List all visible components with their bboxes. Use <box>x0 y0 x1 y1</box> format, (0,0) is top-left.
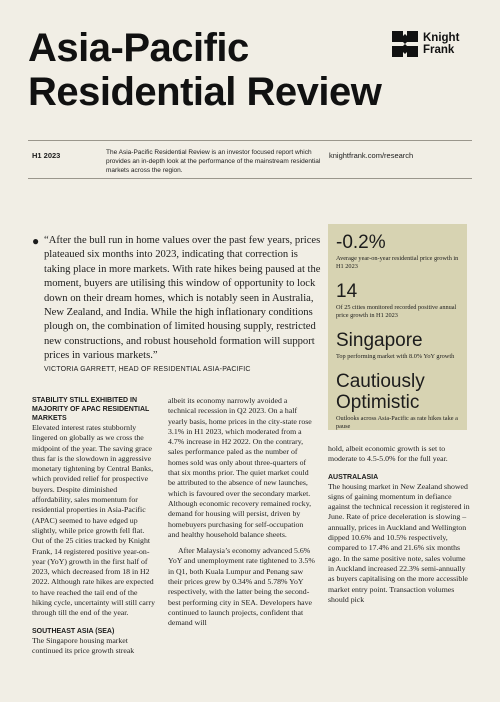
body-paragraph: hold, albeit economic growth is set to moderate to 4.5-5.0% for the full year. <box>328 444 448 464</box>
title-line-1: Asia-Pacific <box>28 26 249 70</box>
divider-bottom <box>28 178 472 179</box>
pull-quote-text: “After the bull run in home values over the past few years, prices plateaued six months into 2023, indicating that correction is taking place in more markets. With rate hikes being paused at the moment, buyers are utilising this window of opportunity to lock down on their dream homes, which is notably seen in Australia, New Zealand, and India. While the high inflationary conditions plough on, the combination of limited housing supply, restricted new constructions, and robust household formation will support prices in various markets.” <box>44 235 321 362</box>
stat-description: Outlooks across Asia-Pacific as rate hikes take a pause <box>336 415 458 430</box>
logo-wordmark: Knight Frank <box>423 32 460 56</box>
stat-value: Cautiously Optimistic <box>336 371 425 413</box>
column-3 <box>328 444 470 605</box>
stat-value: Singapore <box>336 330 423 351</box>
divider-top <box>28 140 472 141</box>
section-heading: AUSTRALASIA <box>328 473 379 481</box>
quote-attribution: VICTORIA GARRETT, HEAD OF RESIDENTIAL ASIA-PACIFIC <box>44 366 251 373</box>
title-line-2: Residential Review <box>28 70 382 114</box>
stat-value: -0.2% <box>336 232 386 253</box>
stat-description: Average year-on-year residential price growth in H1 2023 <box>336 255 459 270</box>
section-heading: STABILITY STILL EXHIBITED IN MAJORITY OF APAC RESIDENTIAL MARKETS <box>32 397 150 422</box>
column-1 <box>32 396 156 656</box>
pull-quote <box>32 234 322 364</box>
stat-description: Top performing market with 8.0% YoY growth <box>336 353 455 360</box>
knight-frank-logo-icon <box>392 31 418 57</box>
report-period: H1 2023 <box>32 151 61 160</box>
body-paragraph: Elevated interest rates stubbornly lingered on globally as we cross the midpoint of the year. The saving grace thus far is the slowdown in aggressive monetary tightening by Central Banks, which provided relief for prospective buyers. Despite diminished affordability, sales momentum for residential properties in Asia-Pacific (APAC) seemed to have edged up slightly, while price growth fell flat. Out of the 25 cities tracked by Knight Frank, 14 registered positive year-on-year (YoY) growth in the first half of 2023, which decreased from 18 in H2 2022. Although rate hikes are expected to have reached the tail end of the hiking cycle, uncertainty will still carry through till the end of the year. <box>32 423 155 618</box>
knight-frank-logo <box>392 31 459 57</box>
research-url[interactable]: knightfrank.com/research <box>329 151 414 160</box>
stat-value: 14 <box>336 281 358 302</box>
quote-mark-icon: ● <box>32 234 40 248</box>
stat-description: Of 25 cities monitored recorded positive annual price growth in H1 2023 <box>336 304 457 319</box>
column-2 <box>168 396 316 629</box>
page-title <box>28 26 381 114</box>
body-paragraph: The Singapore housing market continued its price growth streak <box>32 635 135 655</box>
key-stats-panel <box>328 224 467 430</box>
body-paragraph: albeit its economy narrowly avoided a technical recession in Q2 2023. On a half yearly basis, home prices in the city-state rose 3.1% in H1 2023, which moderated from a 4.7% increase in H2 2022. On the contrary, sales performance paled as the number of homes sold was only about three-quarters of that six months prior. The quiet market could be attributed to the absence of new launches, which is favoured over the secondary market. Although economic recovery remained rocky, demand for housing will persist, driven by homebuyers purchasing for self-occupation and healthy household balance sheets. <box>168 396 312 539</box>
body-paragraph: After Malaysia’s economy advanced 5.6% YoY and unemployment rate tightened to 3.5% in Q1, both Kuala Lumpur and Penang saw their prices grew by 0.34% and 5.78% YoY respectively, with the latter being the second-best performing city in SEA. Developers have continued to launch projects, confident that demand will <box>168 546 315 628</box>
section-heading: SOUTHEAST ASIA (SEA) <box>32 627 115 635</box>
report-description: The Asia-Pacific Residential Review is an investor focused report which provides an in-depth look at the performance of the mainstream residential markets across the region. <box>106 149 321 174</box>
body-paragraph: The housing market in New Zealand showed signs of gaining momentum in defiance against the technical recession it registered in June. Rate of price deceleration is slowing – annually, prices in Auckland and Wellington dipped 10.6% and 10.5% respectively, compared to 17.4% and 21.6% six months ago. In the same positive note, sales volume in Auckland increased 22.3% semi-annually as buyers capitalising on the more accessible market entry point. Transaction volumes should pick <box>328 481 470 604</box>
